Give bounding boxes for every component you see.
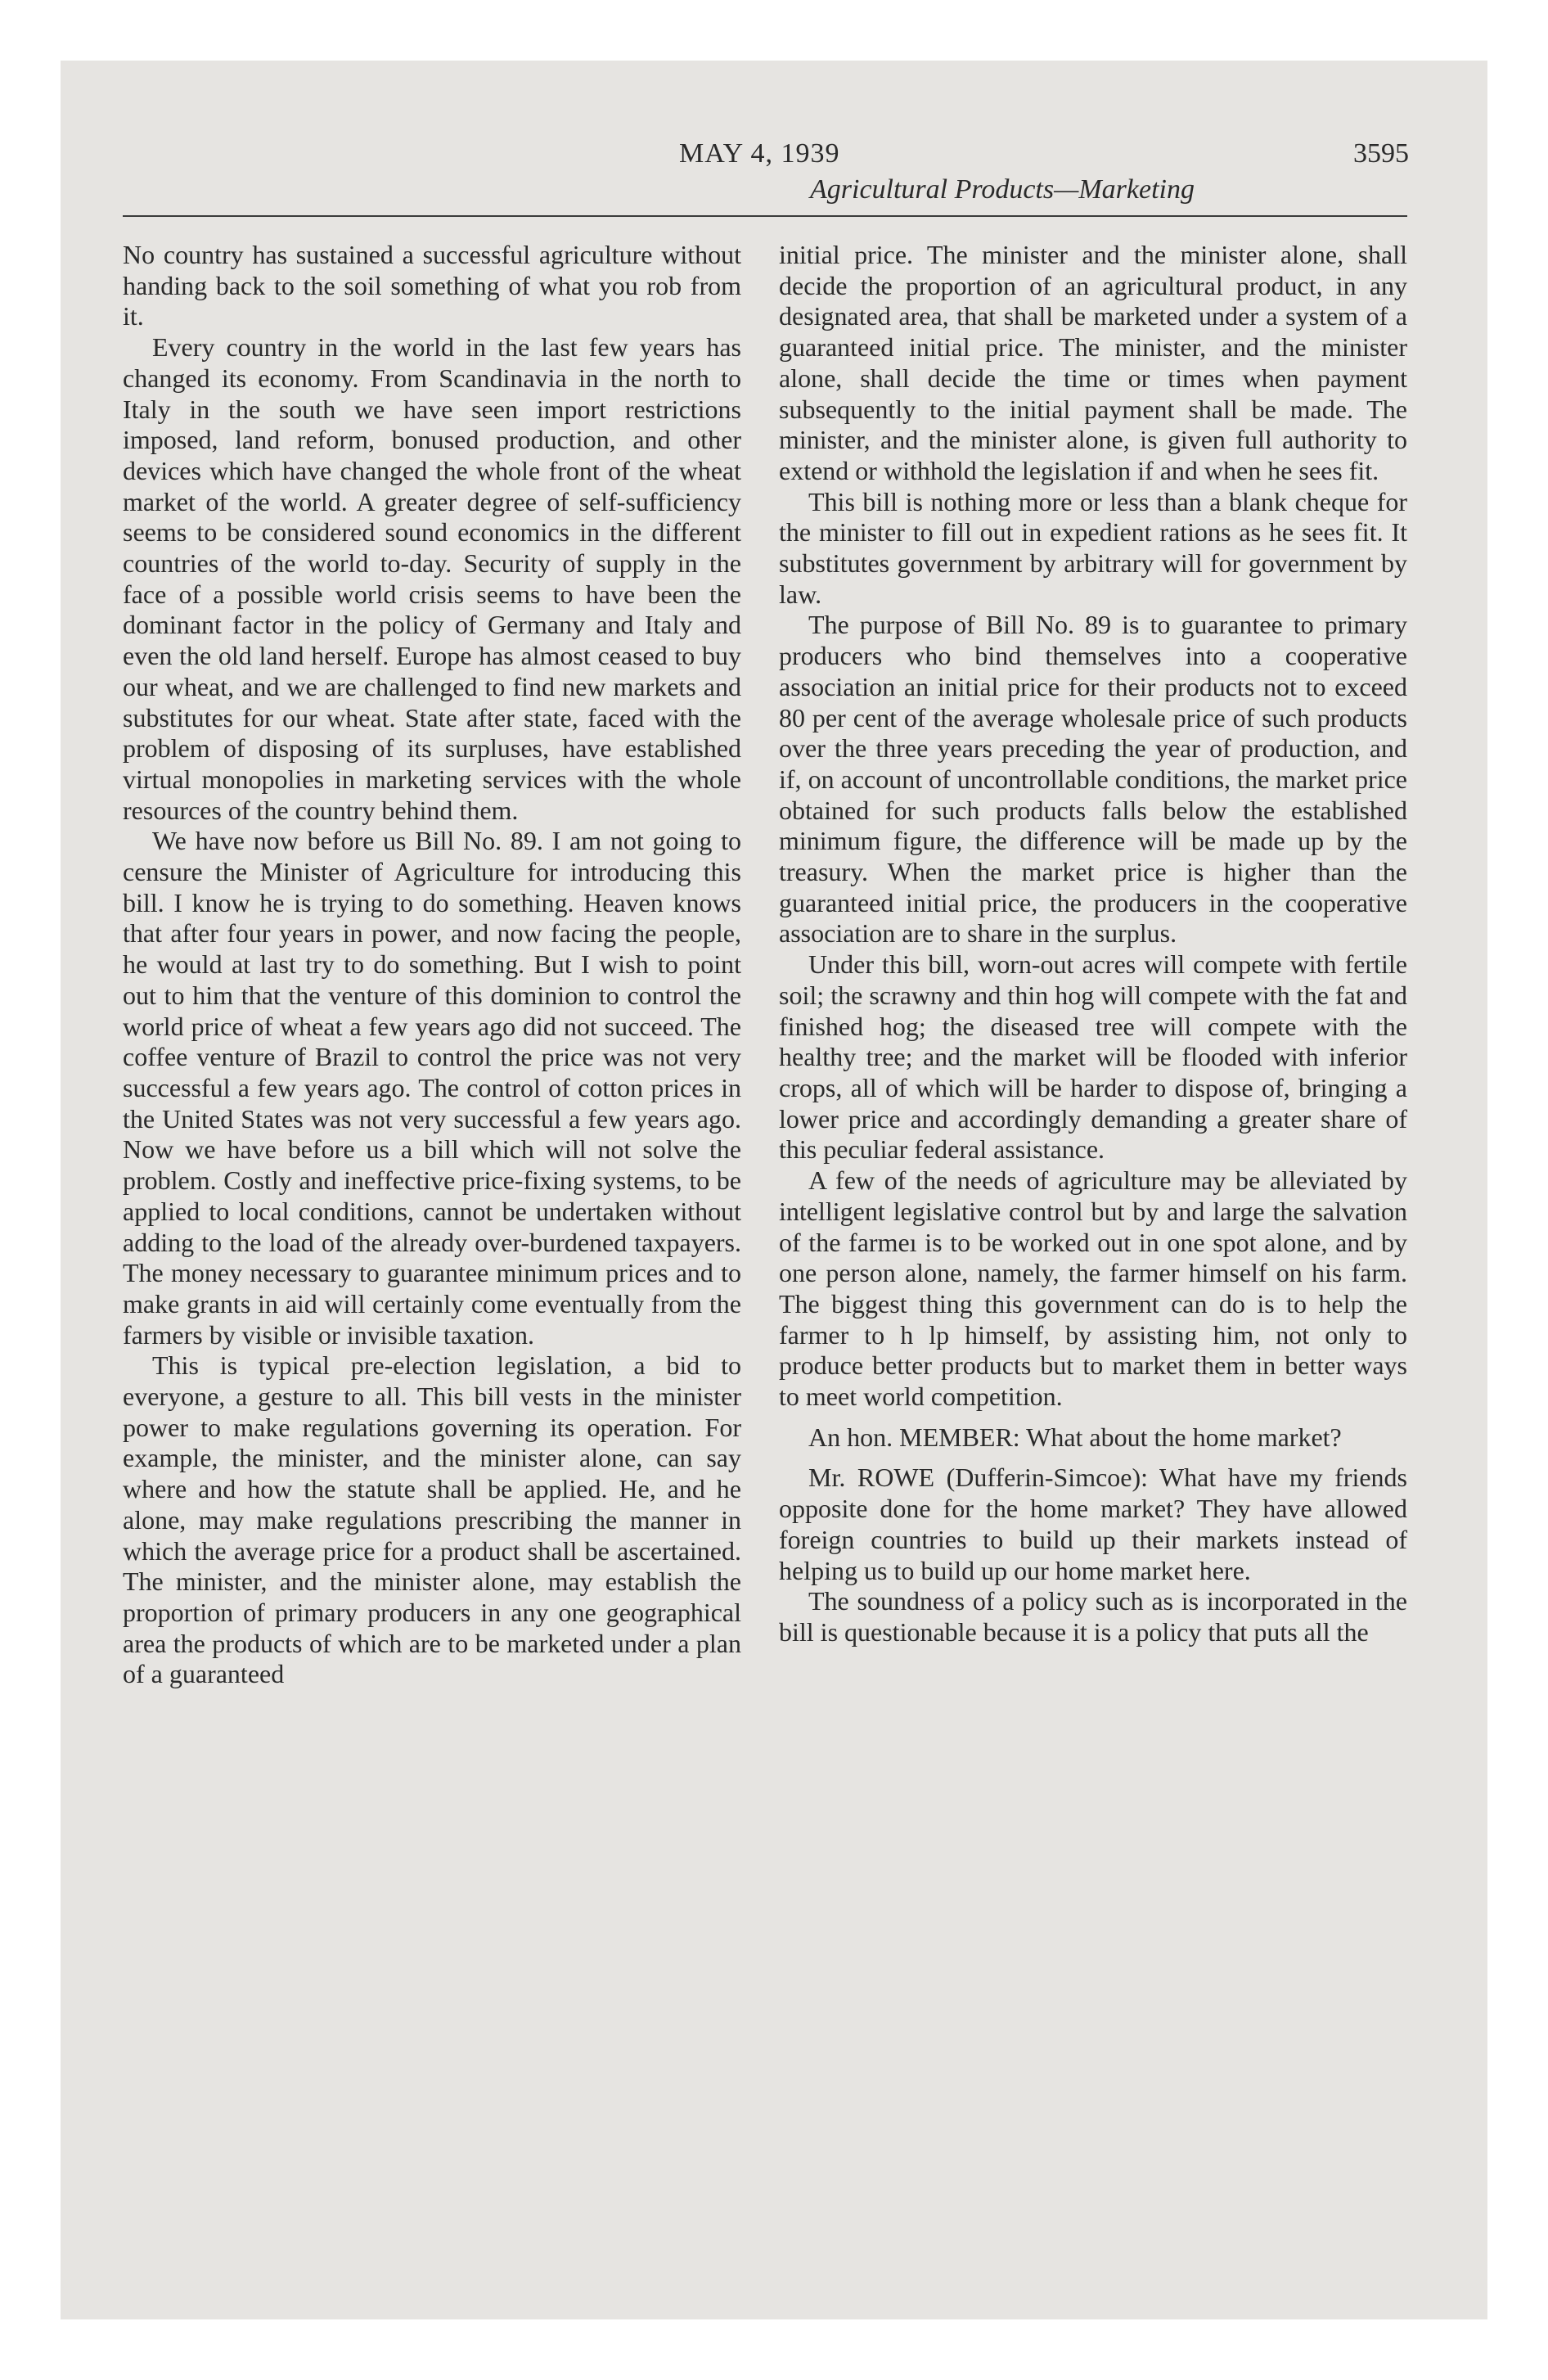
paragraph: An hon. MEMBER: What about the home market? (808, 1422, 1342, 1452)
paragraph: The purpose of Bill No. 89 is to guarantee to primary producers who bind themselves into a cooperative association an initial price for their products not to exceed 80 per cent of the average wholesale price of such products over the three years preceding the year of production, and if, on account of uncontrollable conditions, the market price obtained for such products falls below the established minimum figure, the difference will be made up by the treasury. When the market price is higher than the guaranteed initial price, the producers in the cooperative association are to share in the surplus. (779, 610, 1407, 949)
paragraph: initial price. The minister and the minister alone, shall decide the proportion of an agricultural product, in any designated area, that shall be marketed under a system of a guaranteed initial price. The minister, and the minister alone, shall decide the time or times when payment subsequently to the initial payment shall be made. The minister, and the minister alone, is given full authority to extend or withhold the legislation if and when he sees fit. (779, 240, 1407, 485)
paragraph: Mr. ROWE (Dufferin-Simcoe): What have my friends opposite done for the home market? They have allowed foreign countries to build up their markets instead of helping us to build up our home market here. (779, 1463, 1407, 1585)
paragraph: This bill is nothing more or less than a blank cheque for the minister to fill out in expedient rations as he sees fit. It substitutes government by arbitrary will for government by law. (779, 486, 1407, 609)
header-rule (123, 215, 1407, 217)
paragraph: Every country in the world in the last few years has changed its economy. From Scandinavia in the north to Italy in the south we have seen import restrictions imposed, land reform, bonused production, and other devices which have changed the whole front of the wheat market of the world. A greater degree of self-sufficiency seems to be considered sound economics in the different countries of the world to-day. Security of supply in the face of a possible world crisis seems to have been the dominant factor in the policy of Germany and Italy and even the old land herself. Europe has almost ceased to buy our wheat, and we are challenged to find new markets and substitutes for our wheat. State after state, faced with the problem of disposing of its surpluses, have established virtual monopolies in marketing services with the whole resources of the country behind them. (123, 332, 741, 825)
paragraph: Under this bill, worn-out acres will compete with fertile soil; the scrawny and thin hog will compete with the fat and finished hog; the diseased tree will compete with the healthy tree; and the market will be flooded with inferior crops, all of which will be harder to dispose of, bringing a lower price and accordingly demanding a greater share of this peculiar federal assistance. (779, 949, 1407, 1165)
header-subject: Agricultural Products—Marketing (810, 174, 1195, 205)
right-column (779, 240, 1407, 1648)
left-column (123, 240, 741, 1690)
header-page-number: 3595 (1353, 138, 1409, 169)
paragraph: The soundness of a policy such as is incorporated in the bill is questionable because it is a policy that puts all the (779, 1586, 1407, 1647)
paragraph: We have now before us Bill No. 89. I am not going to censure the Minister of Agriculture for introducing this bill. I know he is trying to do something. Heaven knows that after four years in power, and now facing the people, he would at last try to do something. But I wish to point out to him that the venture of this dominion to control the world price of wheat a few years ago did not succeed. The coffee venture of Brazil to control the price was not very successful a few years ago. The control of cotton prices in the United States was not very successful a few years ago. Now we have before us a bill which will not solve the problem. Costly and ineffective price-fixing systems, to be applied to local conditions, cannot be undertaken without adding to the load of the already over-burdened taxpayers. The money necessary to guarantee minimum prices and to make grants in aid will certainly come eventually from the farmers by visible or invisible taxation. (123, 826, 741, 1350)
paragraph: A few of the needs of agriculture may be alleviated by intelligent legislative control but by and large the salvation of the farmeı is to be worked out in one spot alone, and by one person alone, namely, the farmer himself on his farm. The biggest thing this government can do is to help the farmer to h lp himself, by assisting him, not only to produce better products but to market them in better ways to meet world competition. (779, 1165, 1407, 1412)
header-date: MAY 4, 1939 (679, 138, 840, 169)
page-header (123, 135, 1427, 214)
paragraph: This is typical pre-election legislation, a bid to everyone, a gesture to all. This bill vests in the minister power to make regulations governing its operation. For example, the minister, and the minister alone, can say where and how the statute shall be applied. He, and he alone, may make regulations prescribing the manner in which the average price for a product shall be ascertained. The minister, and the minister alone, may establish the proportion of primary producers in any one geographical area the products of which are to be marketed under a plan of a guaranteed (123, 1350, 741, 1689)
document-page (123, 135, 1427, 1689)
paragraph: No country has sustained a successful agriculture without handing back to the soil something of what you rob from it. (123, 240, 741, 331)
